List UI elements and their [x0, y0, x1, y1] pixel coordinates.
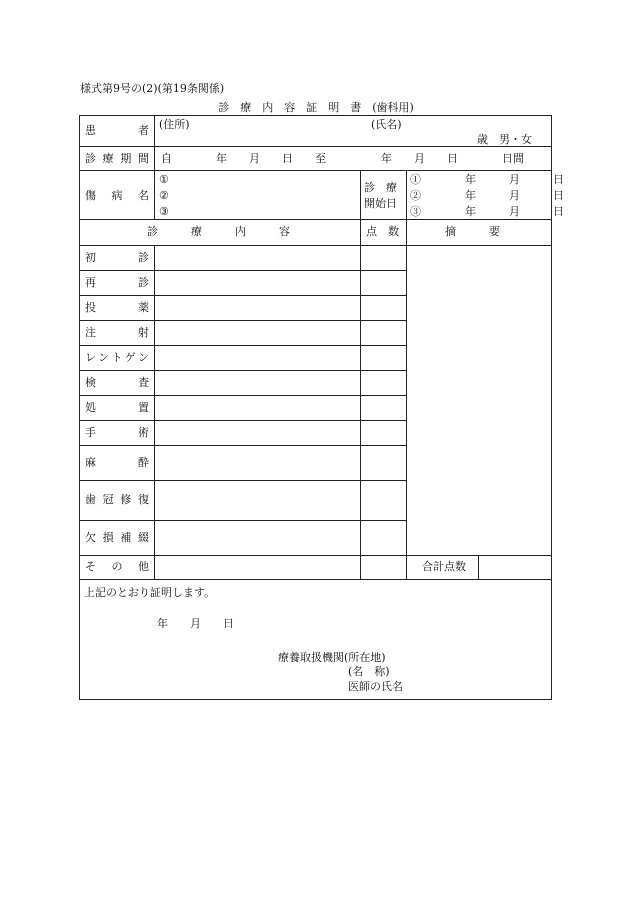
institution-address: 療養取扱機関(所在地): [278, 651, 386, 664]
h-rule: [79, 370, 407, 371]
row-label: [85, 351, 149, 364]
period-c2: 療: [102, 152, 114, 165]
row-label-char: 損: [102, 531, 114, 544]
disease-label: [85, 189, 149, 202]
disease-mark-2: ②: [159, 189, 169, 202]
header-content: 診 療 内 容: [147, 225, 290, 238]
h-rule: [79, 579, 552, 580]
row-label-char: 手: [85, 426, 96, 439]
v-rule: [551, 115, 552, 700]
row-label: [85, 531, 149, 544]
period-c3: 期: [120, 152, 132, 165]
patient-label-c1: 患: [85, 124, 96, 137]
row-label: [85, 301, 149, 314]
row-label-char: 置: [138, 401, 149, 414]
h-rule: [79, 146, 552, 147]
certificate-sheet: [79, 115, 564, 700]
row-label-char: 診: [138, 251, 149, 264]
start-date-3: ③ 年 月 日: [410, 205, 564, 218]
disease-c3: 名: [138, 189, 149, 202]
row-label-char: 射: [138, 326, 149, 339]
row-label: [85, 493, 149, 506]
row-label-char: 検: [85, 376, 96, 389]
row-label: [85, 251, 149, 264]
h-rule: [79, 219, 552, 220]
row-label-char: 欠: [85, 531, 96, 544]
start-date-label-2: 開始日: [364, 197, 397, 210]
row-label-char: そ: [85, 560, 96, 573]
period-c4: 間: [137, 152, 149, 165]
h-rule: [79, 295, 407, 296]
row-label: [85, 426, 149, 439]
row-label-char: 再: [85, 276, 96, 289]
doctor-name-label: 医師の氏名: [348, 680, 403, 693]
date-field: 年 月 日: [157, 617, 234, 630]
h-rule: [79, 270, 407, 271]
disease-mark-3: ③: [159, 205, 169, 218]
start-date-1: ① 年 月 日: [410, 173, 564, 186]
row-label: [85, 560, 149, 573]
form-title: 診 療 内 容 証 明 書 (歯科用): [218, 101, 414, 114]
row-label-char: 査: [138, 376, 149, 389]
row-label-char: 診: [138, 276, 149, 289]
h-rule: [79, 480, 407, 481]
h-rule: [79, 395, 407, 396]
row-label: [85, 401, 149, 414]
start-date-2: ② 年 月 日: [410, 189, 564, 202]
row-label-char: 初: [85, 251, 96, 264]
h-rule: [79, 699, 552, 700]
row-label-char: 冠: [102, 493, 114, 506]
h-rule: [79, 170, 552, 171]
total-label: 合計点数: [422, 560, 466, 573]
h-rule: [79, 555, 407, 556]
form-number: 様式第9号の(2)(第19条関係): [80, 82, 225, 95]
h-rule: [406, 555, 552, 556]
period-c1: 診: [85, 152, 96, 165]
row-label-char: 薬: [138, 301, 149, 314]
v-rule: [79, 115, 80, 700]
row-label-char: 歯: [85, 493, 96, 506]
row-label-char: レ: [85, 351, 96, 364]
disease-mark-1: ①: [159, 173, 169, 186]
row-label-char: 投: [85, 301, 96, 314]
v-rule: [360, 219, 361, 580]
h-rule: [79, 320, 407, 321]
row-label-char: ト: [111, 351, 123, 364]
row-label-char: 綴: [137, 531, 149, 544]
header-points: 点 数: [366, 225, 399, 238]
disease-c2: 病: [111, 189, 123, 202]
h-rule: [79, 420, 407, 421]
h-rule: [79, 445, 407, 446]
row-label-char: 酔: [138, 456, 149, 469]
row-label-char: 処: [85, 401, 96, 414]
row-label: [85, 276, 149, 289]
row-label-char: 復: [137, 493, 149, 506]
row-label-char: 修: [120, 493, 132, 506]
start-date-label-1: 診 療: [364, 181, 397, 194]
header-summary: 摘 要: [445, 225, 500, 238]
disease-c1: 傷: [85, 189, 96, 202]
row-label: [85, 326, 149, 339]
h-rule: [79, 345, 407, 346]
row-label-char: 注: [85, 326, 96, 339]
h-rule: [79, 520, 407, 521]
row-label-char: 補: [120, 531, 132, 544]
row-label-char: ン: [98, 351, 110, 364]
patient-label: [85, 124, 149, 137]
row-label-char: ン: [138, 351, 149, 364]
age-sex-field: 歳 男・女: [477, 133, 532, 146]
patient-label-c2: 者: [138, 124, 149, 137]
v-rule: [406, 219, 407, 580]
h-rule: [79, 115, 552, 116]
row-label: [85, 456, 149, 469]
v-rule: [478, 555, 479, 580]
row-label-char: ゲ: [124, 351, 136, 364]
period-field: 自 年 月 日 至 年 月 日 日間: [161, 152, 524, 165]
address-label: (住所): [159, 118, 190, 131]
row-label-char: 麻: [85, 456, 96, 469]
h-rule: [79, 245, 552, 246]
institution-name: (名 称): [348, 665, 390, 678]
row-label-char: 他: [138, 560, 149, 573]
row-label-char: 術: [138, 426, 149, 439]
row-label-char: の: [111, 560, 123, 573]
name-label: (氏名): [371, 118, 402, 131]
period-label: [85, 152, 149, 165]
certify-text: 上記のとおり証明します。: [84, 586, 216, 599]
row-label: [85, 376, 149, 389]
v-rule: [154, 115, 155, 220]
